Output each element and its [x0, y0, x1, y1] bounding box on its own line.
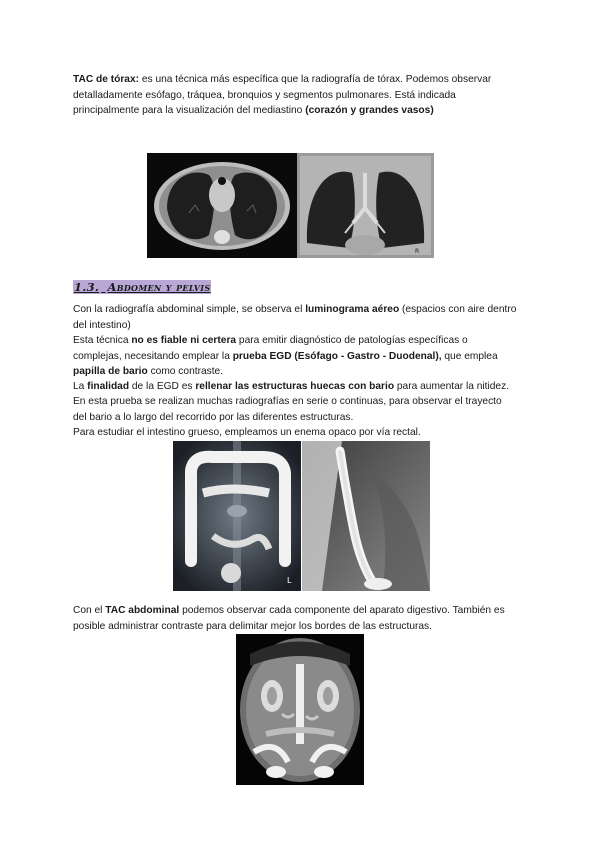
term-tac-torax: TAC de tórax:: [73, 74, 140, 85]
ct-thorax-coronal-image: [297, 153, 434, 258]
paragraph-tac-abdominal: Con el TAC abdominal podemos observar cada componente del aparato digestivo. También es posible administrar contraste para delimitar mejor los bordes de las estructuras.: [73, 605, 505, 632]
ct-thorax-axial-image: [147, 153, 297, 258]
paragraph-enema: Para estudiar el intestino grueso, empleamos un enema opaco por vía rectal.: [73, 427, 421, 438]
paragraph-tac-torax: TAC de tórax: es una técnica más específica que la radiografía de tórax. Podemos observar detalladamente esófago, tráquea, bronquios y segmentos pulmonares. Está indicada principalmente para la visualización del mediastino (corazón y grandes vasos): [73, 74, 492, 117]
ct-abdomen-coronal-image: [236, 634, 364, 785]
barium-enema-xray-image: [173, 441, 301, 591]
paragraph-egd: Esta técnica no es fiable ni certera para emitir diagnóstico de patologías específicas o complejas, necesitando emplear la prueba EGD (Esófago - Gastro - Duodenal), que emplea papilla de bario como contraste.: [73, 335, 498, 378]
esophagogram-xray-image: [302, 441, 430, 591]
paragraph-finalidad: La finalidad de la EGD es rellenar las estructuras huecas con bario para aumentar la nitidez.: [73, 381, 510, 392]
ct-coronal-marker: R: [415, 248, 420, 255]
paragraph-radiografia-abdominal: Con la radiografía abdominal simple, se observa el luminograma aéreo (espacios con aire dentro del intestino): [73, 304, 517, 331]
section-title: Abdomen y pelvis: [107, 280, 211, 294]
section-heading: [73, 280, 211, 294]
section-number: 1.3.: [74, 280, 100, 294]
paragraph-radiografias-serie: En esta prueba se realizan muchas radiografías en serie o continuas, para observar el trayecto del bario a lo largo del recorrido por las diferentes estructuras.: [73, 396, 502, 423]
enema-marker: L: [287, 576, 292, 585]
